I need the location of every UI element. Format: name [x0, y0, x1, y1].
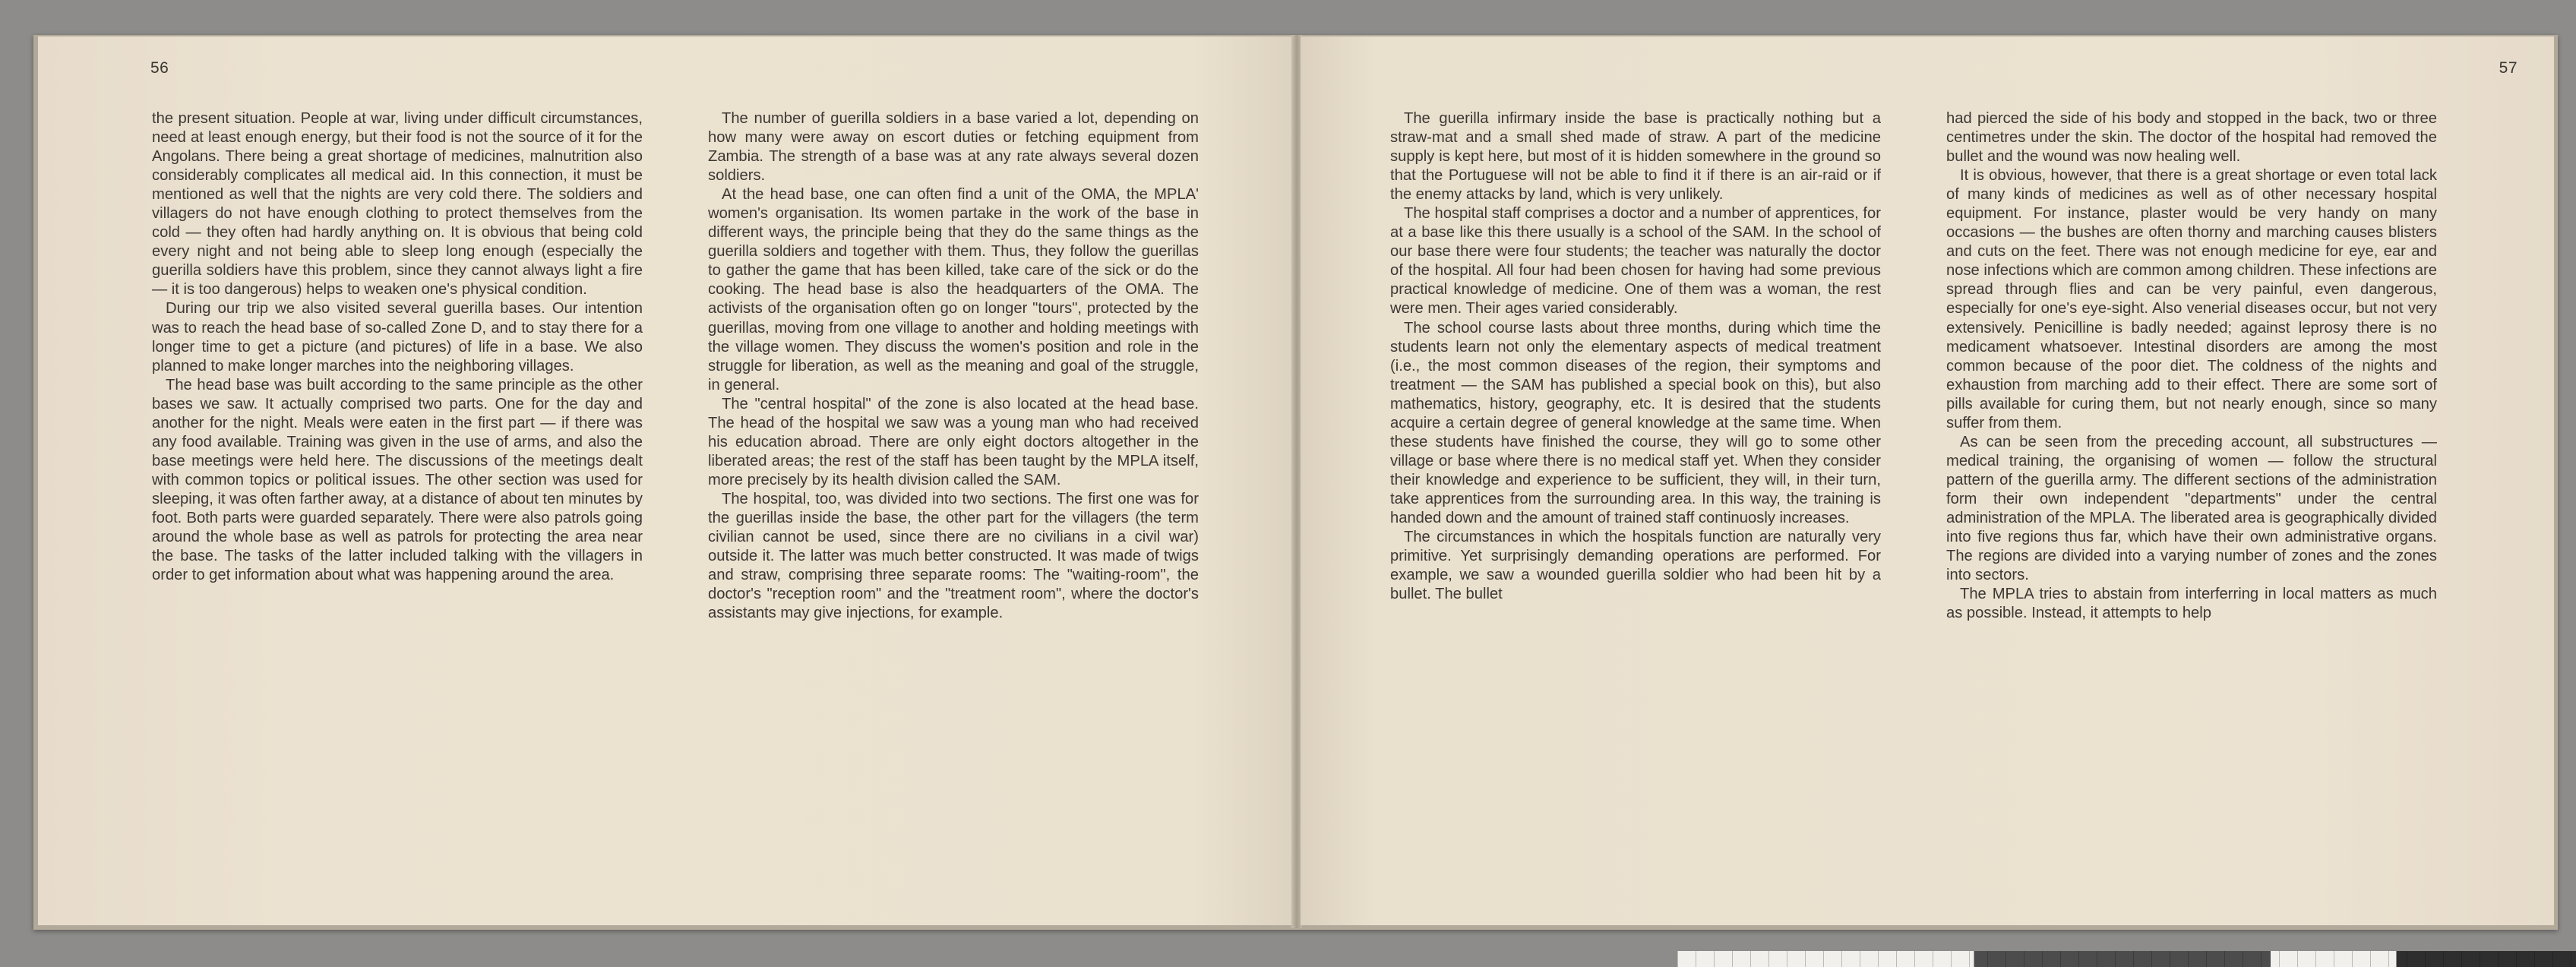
- paragraph: The guerilla infirmary inside the base is practically nothing but a straw-mat and a small shed made of straw. A part of the medicine supply is kept here, but most of it is hidden somewhere in the ground so that the Portuguese will not be able to find it if there is an air-raid or if the enemy attacks by land, which is very unlikely.: [1390, 110, 1881, 204]
- paragraph: At the head base, one can often find a unit of the OMA, the MPLA' women's organisation. Its women partake in the work of the base in different ways, the principle being that they do the same things as the guerilla soldiers and together with them. Thus, they follow the guerillas to gather the game that has been killed, take care of the sick or do the cooking. The head base is also the headquarters of the OMA. The activists of the organisation often go on longer "tours", protected by the guerillas, moving from one village to another and holding meetings with the village women. They discuss the women's position and role in the struggle for liberation, as well as the meaning and goal of the struggle, in general.: [708, 186, 1199, 393]
- paragraph: the present situation. People at war, living under difficult circumstances, need at least enough energy, but their food is not the source of it for the Angolans. There being a great shortage of medicines, malnutrition also considerably complicates all medical aid. In this connection, it must be mentioned as well that the nights are very cold there. The soldiers and villagers do not have enough clothing to protect themselves from the cold — they often had hardly anything on. It is obvious that being cold every night and not being able to sleep long enough (especially the guerilla soldiers have this problem, since they cannot always light a fire — it is too dangerous) helps to weaken one's physical condition.: [152, 110, 643, 299]
- right-page-column-1: [1390, 109, 1881, 604]
- paragraph: It is obvious, however, that there is a great shortage or even total lack of many kinds of medicines as well as of other necessary hospital equipment. For instance, plaster would be very handy on many occasions — the bushes are often thorny and marching causes blisters and cuts on the feet. There was not enough medicine for eye, ear and nose infections which are common among children. These infections are spread through flies and can be very painful, even dangerous, especially for one's eye-sight. Also venerial diseases occur, but not very extensively. Penicilline is badly needed; against leprosy there is no medicament whatsoever. Intestinal disorders are among the most common because of the poor diet. The coldness of the nights and exhaustion from marching add to their effect. There are some sort of pills available for curing them, but not nearly enough, since so many suffer from them.: [1946, 167, 2437, 431]
- paragraph: The hospital staff comprises a doctor and a number of apprentices, for at a base like this there usually is a school of the SAM. In the school of our base there were four students; the teacher was naturally the doctor of the hospital. All four had been chosen for having had some previous practical knowledge of medicine. One of them was a woman, the rest were men. Their ages varied considerably.: [1390, 205, 1881, 318]
- paragraph: had pierced the side of his body and stopped in the back, two or three centimetres under the skin. The doctor of the hospital had removed the bullet and the wound was now healing well.: [1946, 110, 2437, 166]
- left-page-column-2: [708, 109, 1199, 623]
- paragraph: The head base was built according to the same principle as the other bases we saw. It actually comprised two parts. One for the day and another for the night. Meals were eaten in the first part — if there was any food available. Training was given in the use of arms, and also the base meetings were held here. The discussions of the meetings dealt with common topics or political issues. The other section was used for sleeping, it was often farther away, at a distance of about ten minutes by foot. Both parts were guarded separately. There were also patrols going around the whole base as well as patrols for protecting the area near the base. The tasks of the latter included talking with the villagers in order to get information about what was happening around the area.: [152, 376, 643, 584]
- page-number-left: 56: [150, 59, 169, 77]
- paragraph: During our trip we also visited several guerilla bases. Our intention was to reach the head base of so-called Zone D, and to stay there for a longer time to get a picture (and pictures) of life in a base. We also planned to make longer marches into the neighboring villages.: [152, 300, 643, 374]
- paragraph: The number of guerilla soldiers in a base varied a lot, depending on how many were away on escort duties or fetching equipment from Zambia. The strength of a base was at any rate always several dozen soldiers.: [708, 110, 1199, 185]
- right-page: [1301, 36, 2554, 925]
- left-page-column-1: [152, 109, 643, 585]
- left-page: [38, 36, 1293, 925]
- scale-ruler: [1677, 951, 2576, 967]
- paragraph: The hospital, too, was divided into two sections. The first one was for the guerillas inside the base, the other part for the villagers (the term civilian cannot be used, since there are no civilians in a civil war) outside it. The latter was much better constructed. It was made of twigs and straw, comprising three separate rooms: The "waiting-room", the doctor's "reception room" and the "treatment room", where the doctor's assistants may give injections, for example.: [708, 490, 1199, 622]
- page-number-right: 57: [2499, 59, 2518, 77]
- paragraph: The circumstances in which the hospitals function are naturally very primitive. Yet surprisingly demanding operations are performed. For example, we saw a wounded guerilla soldier who had been hit by a bullet. The bullet: [1390, 529, 1881, 603]
- right-page-column-2: [1946, 109, 2437, 623]
- paragraph: The school course lasts about three months, during which time the students learn not only the elementary aspects of medical treatment (i.e., the most common diseases of the region, their symptoms and treatment — the SAM has published a special book on this), but also mathematics, history, geography, etc. It is desired that the students acquire a certain degree of general knowledge at the same time. When these students have finished the course, they will go to some other village or base where there is no medical staff yet. When they consider their knowledge and experience to be sufficient, they will, in their turn, take apprentices from the surrounding area. In this way, the training is handed down and the amount of trained staff continuosly increases.: [1390, 319, 1881, 526]
- paragraph: The MPLA tries to abstain from interferring in local matters as much as possible. Instead, it attempts to help: [1946, 586, 2437, 622]
- paragraph: The "central hospital" of the zone is also located at the head base. The head of the hospital we saw was a young man who had received his education abroad. There are only eight doctors altogether in the liberated areas; the rest of the staff has been taught by the MPLA itself, more precisely by its health division called the SAM.: [708, 395, 1199, 488]
- paragraph: As can be seen from the preceding account, all substructures — medical training, the organising of women — follow the structural pattern of the guerilla army. The different sections of the administration form their own independent "departments" under the central administration of the MPLA. The liberated area is geographically divided into five regions thus far, which have their own administrative organs. The regions are divided into a varying number of zones and the zones into sectors.: [1946, 433, 2437, 584]
